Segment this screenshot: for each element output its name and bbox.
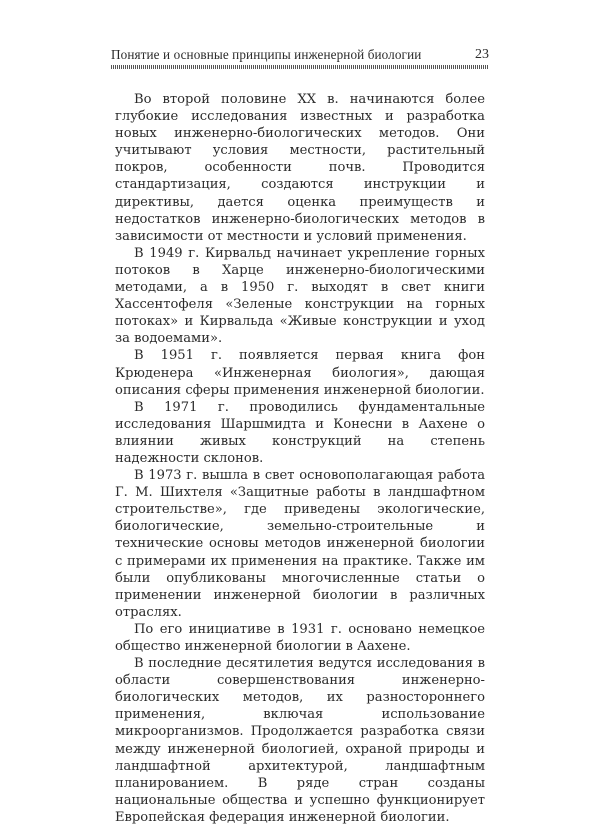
paragraph: В 1971 г. проводились фундаментальные исследования Шаршмидта и Конесни в Аахене о влиянии живых конструкций на степень надежности склонов. (115, 399, 485, 466)
paragraph: По его инициативе в 1931 г. основано немецкое общество инженерной биологии в Аахене. (115, 621, 485, 654)
header-rule (111, 65, 489, 69)
paragraph: В последние десятилетия ведутся исследования в области совершенствования инженерно-биологических методов, их разностороннего применения, включая использование микроорганизмов. Продолжается разработка связи между инженерной биологией, охраной природы и ландшафтной архитектурой, ландшафтным планированием. В ряде стран созданы национальные общества и успешно функционирует Европейская федерация инженерной биологии. (115, 656, 485, 825)
paragraph: В 1949 г. Кирвальд начинает укрепление горных потоков в Харце инженерно-биологическими методами, а в 1950 г. выходят в свет книги Хассентофеля «Зеленые конструкции на горных потоках» и Кирвальда «Живые конструкции и уход за водоемами». (115, 245, 485, 347)
paragraph: Во второй половине XX в. начинаются более глубокие исследования известных и разработка новых инженерно-биологических методов. Они учитывают условия местности, растительный покров, особенности почв. Проводится стандартизация, создаются инструкции и директивы, дается оценка преимуществ и недостатков инженерно-биологических методов в зависимости от местности и условий применения. (115, 92, 485, 244)
body-text (115, 91, 485, 826)
page-number: 23 (475, 47, 489, 62)
running-header (111, 46, 489, 64)
paragraph: В 1951 г. появляется первая книга фон Крюденера «Инженерная биология», дающая описания сферы применения инженерной биологии. (115, 348, 485, 398)
paragraph: В 1973 г. вышла в свет основополагающая работа Г. М. Шихтеля «Защитные работы в ландшафтном строительстве», где приведены экологические, биологические, земельно-строительные и технические основы методов инженерной биологии с примерами их применения на практике. Также им были опубликованы многочисленные статьи о применении инженерной биологии в различных отраслях. (115, 468, 485, 620)
running-title: Понятие и основные принципы инженерной биологии (111, 47, 422, 62)
